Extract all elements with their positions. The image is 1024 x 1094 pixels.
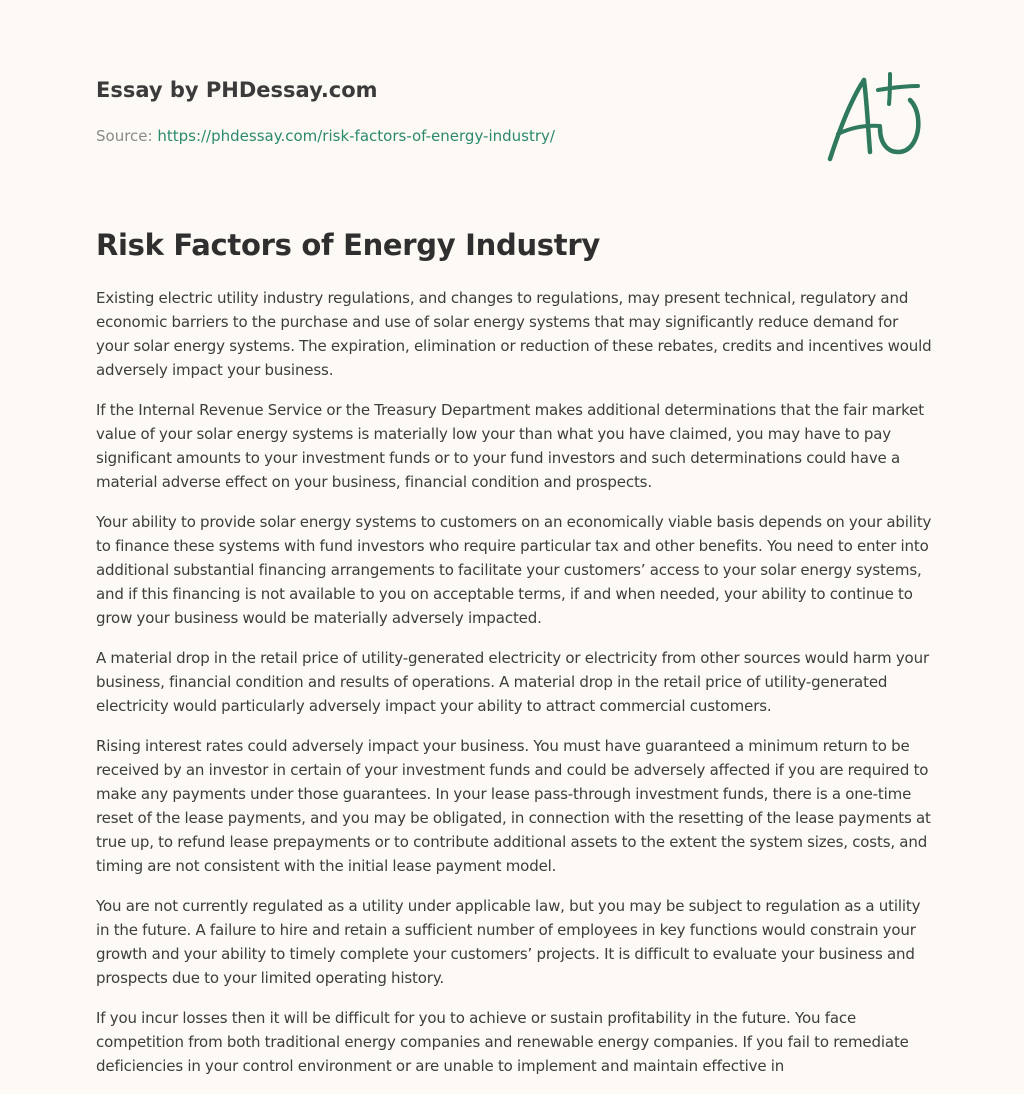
paragraph: You are not currently regulated as a utility under applicable law, but you may be subject to regulation as a utility in the future. A failure to hire and retain a sufficient number of employees in key functions would constrain your growth and your ability to timely complete your customers’ projects. It is difficult to evaluate your business and prospects due to your limited operating history. bbox=[96, 897, 921, 987]
essay-header bbox=[96, 76, 796, 146]
source-line bbox=[96, 126, 796, 146]
paragraph: A material drop in the retail price of utility-generated electricity or electricity from other sources would harm your business, financial condition and results of operations. A material drop in the retail price of utility-generated electricity would particularly adversely impact your ability to attract commercial customers. bbox=[96, 649, 929, 715]
article-title: Risk Factors of Energy Industry bbox=[96, 228, 600, 262]
paragraph: If you incur losses then it will be difficult for you to achieve or sustain profitability in the future. You face competition from both traditional energy companies and renewable energy companies. If you fail to remediate deficiencies in your control environment or are unable to implement and maintain effective in bbox=[96, 1009, 909, 1075]
paragraph: Rising interest rates could adversely impact your business. You must have guaranteed a minimum return to be received by an investor in certain of your investment funds and could be adversely affected if you are required to make any payments under those guarantees. In your lease pass-through investment funds, there is a one-time reset of the lease payments, and you may be obligated, in connection with the resetting of the lease payments at true up, to refund lease prepayments or to contribute additional assets to the extent the system sizes, costs, and timing are not consistent with the initial lease payment model. bbox=[96, 737, 931, 875]
site-title: Essay by PHDessay.com bbox=[96, 78, 378, 102]
a-plus-grade-icon bbox=[822, 68, 932, 168]
paragraph: Your ability to provide solar energy systems to customers on an economically viable basis depends on your ability to finance these systems with fund investors who require particular tax and other benefits. You need to enter into additional substantial financing arrangements to facilitate your customers’ access to your solar energy systems, and if this financing is not available to you on acceptable terms, if and when needed, your ability to continue to grow your business would be materially adversely impacted. bbox=[96, 513, 932, 627]
paragraph: If the Internal Revenue Service or the Treasury Department makes additional determinations that the fair market value of your solar energy systems is materially low your than what you have claimed, you may have to pay significant amounts to your investment funds or to your fund investors and such determinations could have a material adverse effect on your business, financial condition and prospects. bbox=[96, 401, 924, 491]
essay-article bbox=[96, 226, 932, 1094]
source-label: Source: bbox=[96, 127, 158, 145]
source-link[interactable]: https://phdessay.com/risk-factors-of-energy-industry/ bbox=[157, 127, 555, 145]
paragraph: Existing electric utility industry regulations, and changes to regulations, may present technical, regulatory and economic barriers to the purchase and use of solar energy systems that may significantly reduce demand for your solar energy systems. The expiration, elimination or reduction of these rebates, credits and incentives would adversely impact your business. bbox=[96, 289, 932, 379]
